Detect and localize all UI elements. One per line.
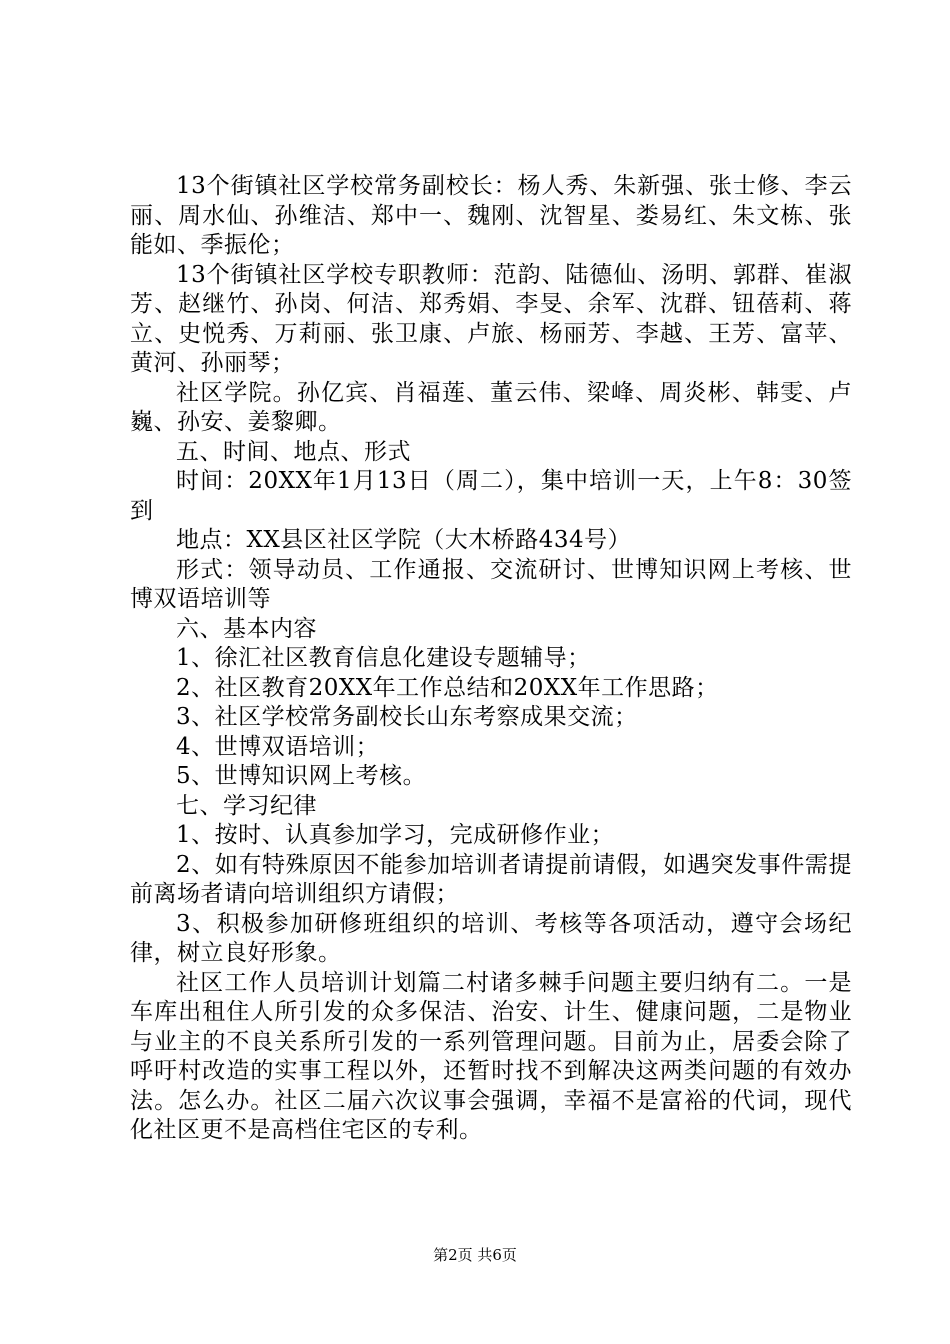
section-heading-time-place-form: 五、时间、地点、形式 — [176, 438, 411, 465]
paragraph-vice-principals: 13个街镇社区学校常务副校长：杨人秀、朱新强、张士修、李云丽、周水仙、孙维洁、郑中一、魏刚、沈智星、娄易红、朱文栋、张能如、季振伦； — [130, 173, 852, 258]
section-heading-basic-content: 六、基本内容 — [176, 615, 317, 642]
paragraph-full-time-teachers: 13个街镇社区学校专职教师：范韵、陆德仙、汤明、郭群、崔淑芳、赵继竹、孙岗、何洁、郑秀娟、李旻、余军、沈群、钮蓓莉、蒋立、史悦秀、万莉丽、张卫康、卢旅、杨丽芳、李越、王芳、富苹、黄河、孙丽琴； — [130, 261, 852, 376]
paragraph-form: 形式：领导动员、工作通报、交流研讨、世博知识网上考核、世博双语培训等 — [130, 556, 852, 612]
list-item-content-3: 3、社区学校常务副校长山东考察成果交流； — [176, 704, 638, 730]
paragraph-place: 地点：XX县区社区学院（大木桥路434号） — [176, 527, 632, 553]
list-item-content-2: 2、社区教育20XX年工作总结和20XX年工作思路； — [176, 674, 719, 701]
list-item-content-5: 5、世博知识网上考核。 — [176, 763, 427, 789]
section-heading-discipline: 七、学习纪律 — [176, 792, 317, 819]
page-number-label: 第2页 共6页 — [433, 1246, 517, 1264]
list-item-content-1: 1、徐汇社区教育信息化建设专题辅导； — [176, 645, 591, 671]
list-item-content-4: 4、世博双语培训； — [176, 733, 380, 760]
list-item-discipline-1: 1、按时、认真参加学习，完成研修作业； — [176, 822, 615, 848]
paragraph-time: 时间：20XX年1月13日（周二），集中培训一天，上午8：30签到 — [130, 468, 852, 524]
page-footer — [0, 1244, 950, 1265]
list-item-discipline-2: 2、如有特殊原因不能参加培训者请提前请假，如遇突发事件需提前离场者请向培训组织方请假； — [130, 851, 852, 907]
paragraph-plan-part-two: 社区工作人员培训计划篇二村诸多棘手问题主要归纳有二。一是车库出租住人所引发的众多保洁、治安、计生、健康问题，二是物业与业主的不良关系所引发的一系列管理问题。目前为止，居委会除了呼吁村改造的实事工程以外，还暂时找不到解决这两类问题的有效办法。怎么办。社区二届六次议事会强调，幸福不是富裕的代词，现代化社区更不是高档住宅区的专利。 — [130, 969, 852, 1143]
paragraph-community-college: 社区学院。孙亿宾、肖福莲、董云伟、梁峰、周炎彬、韩雯、卢巍、孙安、姜黎卿。 — [130, 379, 852, 435]
document-body — [130, 172, 852, 1146]
list-item-discipline-3: 3、积极参加研修班组织的培训、考核等各项活动，遵守会场纪律，树立良好形象。 — [130, 910, 852, 966]
